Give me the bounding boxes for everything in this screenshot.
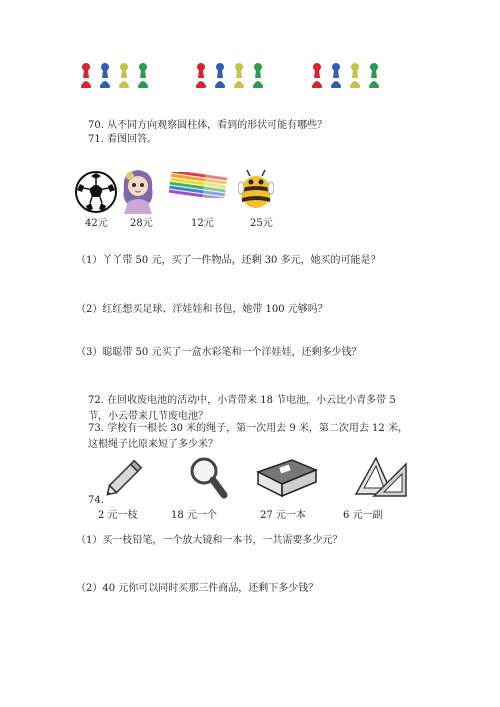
pawn-icon <box>368 62 380 90</box>
price-label: 18 元一个 <box>171 510 217 521</box>
pawn-icon <box>118 62 130 90</box>
soccer-ball-icon <box>74 170 118 214</box>
question-71-3: （3）聪聪带 50 元买了一盒水彩笔和一个洋娃娃，还剩多少钱？ <box>76 347 362 358</box>
pawn-icon <box>233 62 245 90</box>
question-74-2: （2）40 元你可以同时买那三件商品，还剩下多少钱？ <box>76 583 319 594</box>
price-label: 25元 <box>250 218 273 229</box>
price-label: 12元 <box>191 218 214 229</box>
pawn-icon <box>195 62 207 90</box>
pawn-group-3 <box>311 62 380 90</box>
pawn-icon <box>137 62 149 90</box>
price-label: 42元 <box>85 218 108 229</box>
pencil-icon <box>100 452 150 502</box>
pawn-icon <box>252 62 264 90</box>
pawn-icon <box>330 62 342 90</box>
price-label: 27 元一本 <box>260 510 306 521</box>
bee-backpack-icon <box>238 168 274 210</box>
question-71-2: （2）红红想买足球、洋娃娃和书包，她带 100 元够吗？ <box>76 304 328 315</box>
question-74: 74. <box>88 495 104 506</box>
price-label: 28元 <box>130 218 153 229</box>
pawn-icon <box>311 62 323 90</box>
pawn-group-1 <box>80 62 149 90</box>
set-square-icon <box>352 454 410 500</box>
pawn-icon <box>80 62 92 90</box>
price-label: 2 元一枝 <box>98 510 138 521</box>
magnifier-icon <box>186 455 230 503</box>
doll-icon <box>118 166 158 216</box>
question-71-1: （1）丫丫带 50 元，买了一件物品，还剩 30 多元，她买的可能是？ <box>76 255 381 266</box>
question-72: 72. 在回收废电池的活动中，小青带来 18 节电池，小云比小青多带 5 节，小云带来几节废电池？ <box>88 395 396 422</box>
question-74-1: （1）买一枝铅笔，一个放大镜和一本书，一共需要多少元？ <box>76 535 343 546</box>
book-icon <box>254 456 320 500</box>
price-label: 6 元一副 <box>343 510 383 521</box>
pawn-icon <box>214 62 226 90</box>
crayons-icon <box>168 172 234 198</box>
pawn-icon <box>99 62 111 90</box>
pawn-icon <box>349 62 361 90</box>
question-73: 73. 学校有一根长 30 米的绳子，第一次用去 9 米，第二次用去 12 米，这根绳子比原来短了多少米？ <box>88 423 408 450</box>
question-71: 71. 看图回答。 <box>88 134 158 145</box>
pawn-group-2 <box>195 62 264 90</box>
question-70: 70. 从不同方向观察圆柱体，看到的形状可能有哪些？ <box>88 120 328 131</box>
